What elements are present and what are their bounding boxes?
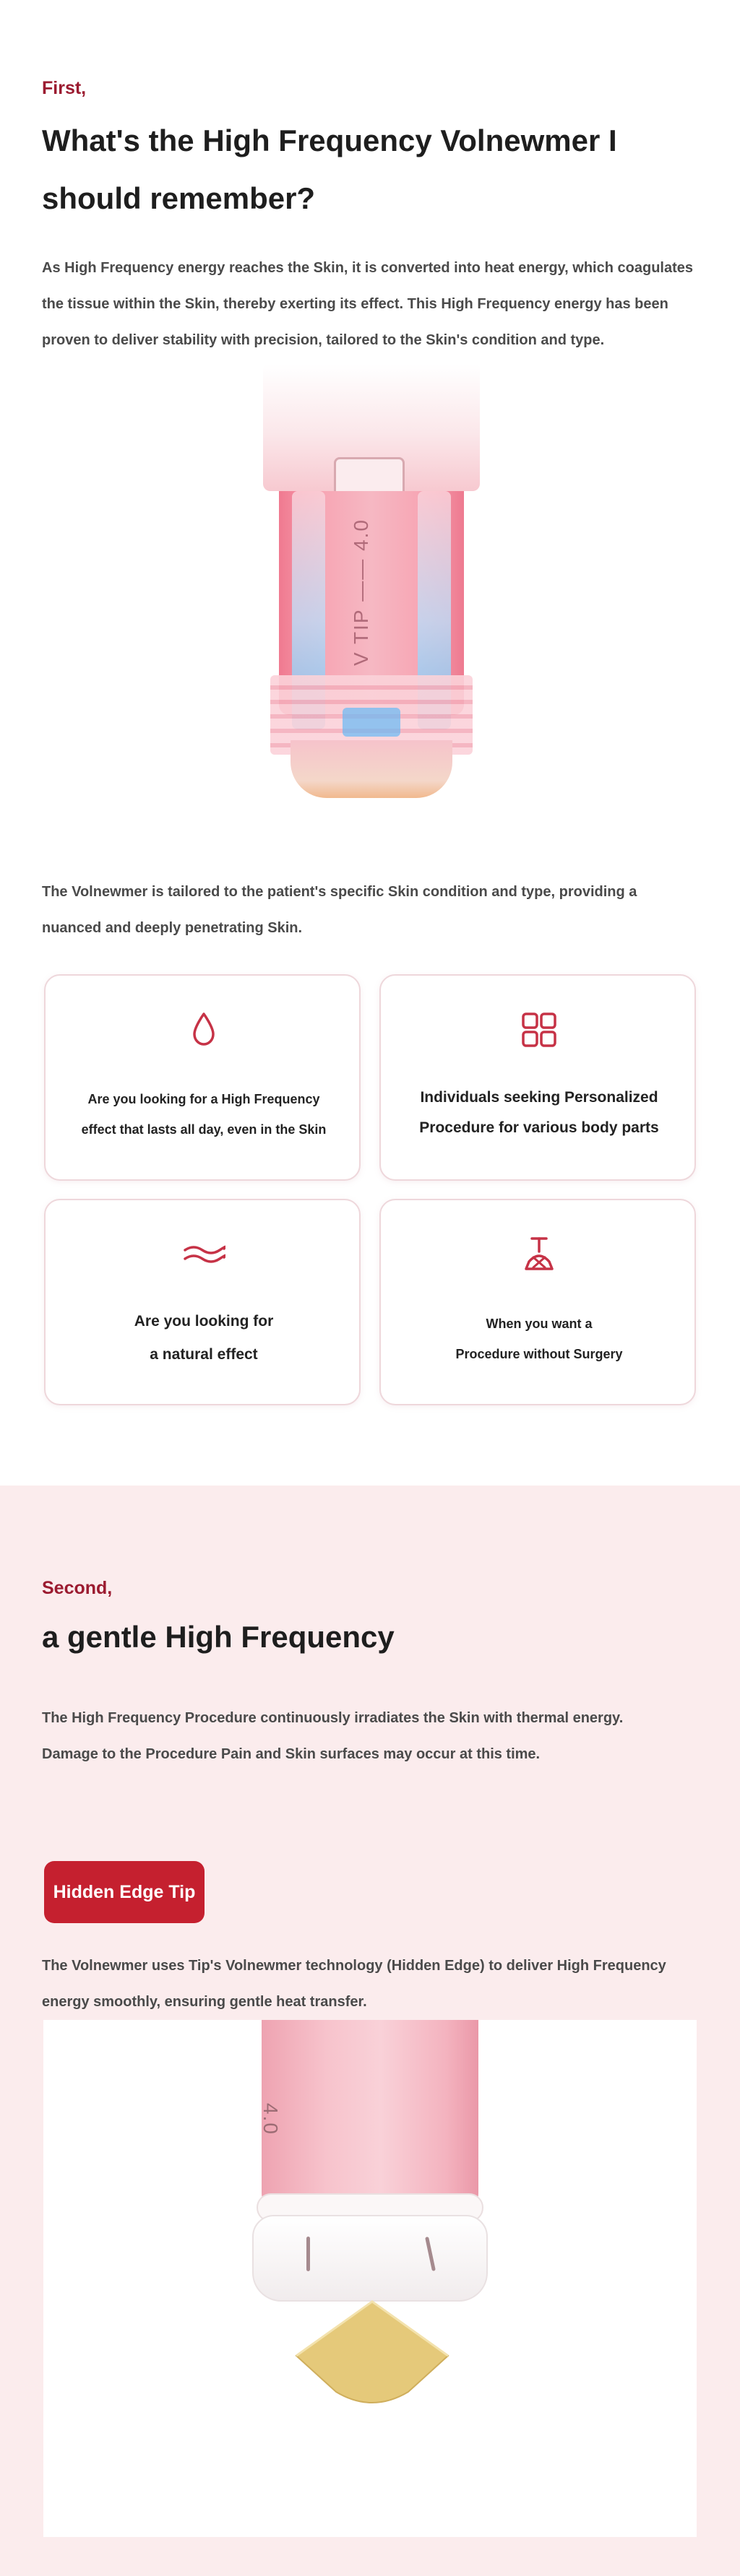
card-text-line: a natural effect: [150, 1346, 258, 1363]
card-text-line: Procedure for various body parts: [419, 1119, 659, 1136]
device-label-divider: ——: [350, 550, 372, 602]
gold-tip-icon: [282, 2258, 462, 2439]
paragraph-line: The High Frequency Procedure continuously irradiates the Skin with thermal energy.: [42, 1710, 624, 1726]
card-text-line: Are you looking for: [134, 1313, 274, 1330]
feature-card-natural: [44, 1199, 361, 1405]
paragraph-line: proven to deliver stability with precision, tailored to the Skin's condition and type.: [42, 332, 605, 348]
card-text-line: Are you looking for a High Frequency: [87, 1092, 320, 1106]
page-title-line: should remember?: [42, 181, 316, 215]
device-tip: [291, 740, 452, 798]
card-text-line: Individuals seeking Personalized: [420, 1089, 658, 1106]
intro-paragraph: [42, 1700, 707, 1772]
page-title: [42, 112, 692, 227]
device-label-number: 4.0: [259, 2103, 282, 2135]
paragraph-line: The Volnewmer uses Tip's Volnewmer technology (Hidden Edge) to deliver High Frequency: [42, 1958, 666, 1974]
hidden-edge-device-image: [43, 2020, 697, 2537]
waves-icon: [182, 1233, 225, 1276]
card-text-line: When you want a: [486, 1317, 593, 1331]
summary-paragraph: [42, 874, 707, 946]
card-text: [60, 1084, 348, 1145]
feature-card-personalized: [379, 974, 696, 1181]
device-body: [262, 2020, 478, 2215]
no-surgery-icon: [517, 1233, 561, 1276]
card-text-line: Procedure without Surgery: [455, 1347, 623, 1361]
device-glow: [343, 708, 400, 737]
v-tip-device-image: [263, 365, 480, 798]
paragraph-line: Damage to the Procedure Pain and Skin surfaces may occur at this time.: [42, 1746, 541, 1762]
intro-paragraph: [42, 250, 707, 358]
card-text: [395, 1083, 683, 1143]
grid-icon: [517, 1008, 561, 1051]
paragraph-line: nuanced and deeply penetrating Skin.: [42, 920, 303, 936]
detail-paragraph: [42, 1948, 707, 2020]
card-text: [395, 1309, 683, 1369]
device-label-number: 4.0: [350, 519, 372, 551]
paragraph-line: The Volnewmer is tailored to the patient's specific Skin condition and type, providing a: [42, 884, 637, 900]
water-drop-icon: [182, 1008, 225, 1051]
paragraph-line: As High Frequency energy reaches the Skin, it is converted into heat energy, which coagulates: [42, 260, 693, 276]
hidden-edge-tip-badge: Hidden Edge Tip: [44, 1861, 205, 1923]
device-label-name: V TIP: [350, 608, 372, 667]
paragraph-line: the tissue within the Skin, thereby exerting its effect. This High Frequency energy has been: [42, 296, 668, 312]
section-second: [0, 1486, 740, 2576]
card-text: [60, 1305, 348, 1371]
feature-card-no-surgery: [379, 1199, 696, 1405]
feature-card-lasting: [44, 974, 361, 1181]
card-text-line: effect that lasts all day, even in the Skin: [81, 1122, 327, 1137]
section-eyebrow: First,: [42, 78, 87, 98]
page-title-line: What's the High Frequency Volnewmer I: [42, 123, 617, 157]
section-eyebrow: Second,: [42, 1578, 113, 1598]
section-title: a gentle High Frequency: [42, 1620, 395, 1654]
device-label: [350, 506, 393, 679]
paragraph-line: energy smoothly, ensuring gentle heat transfer.: [42, 1994, 367, 2010]
